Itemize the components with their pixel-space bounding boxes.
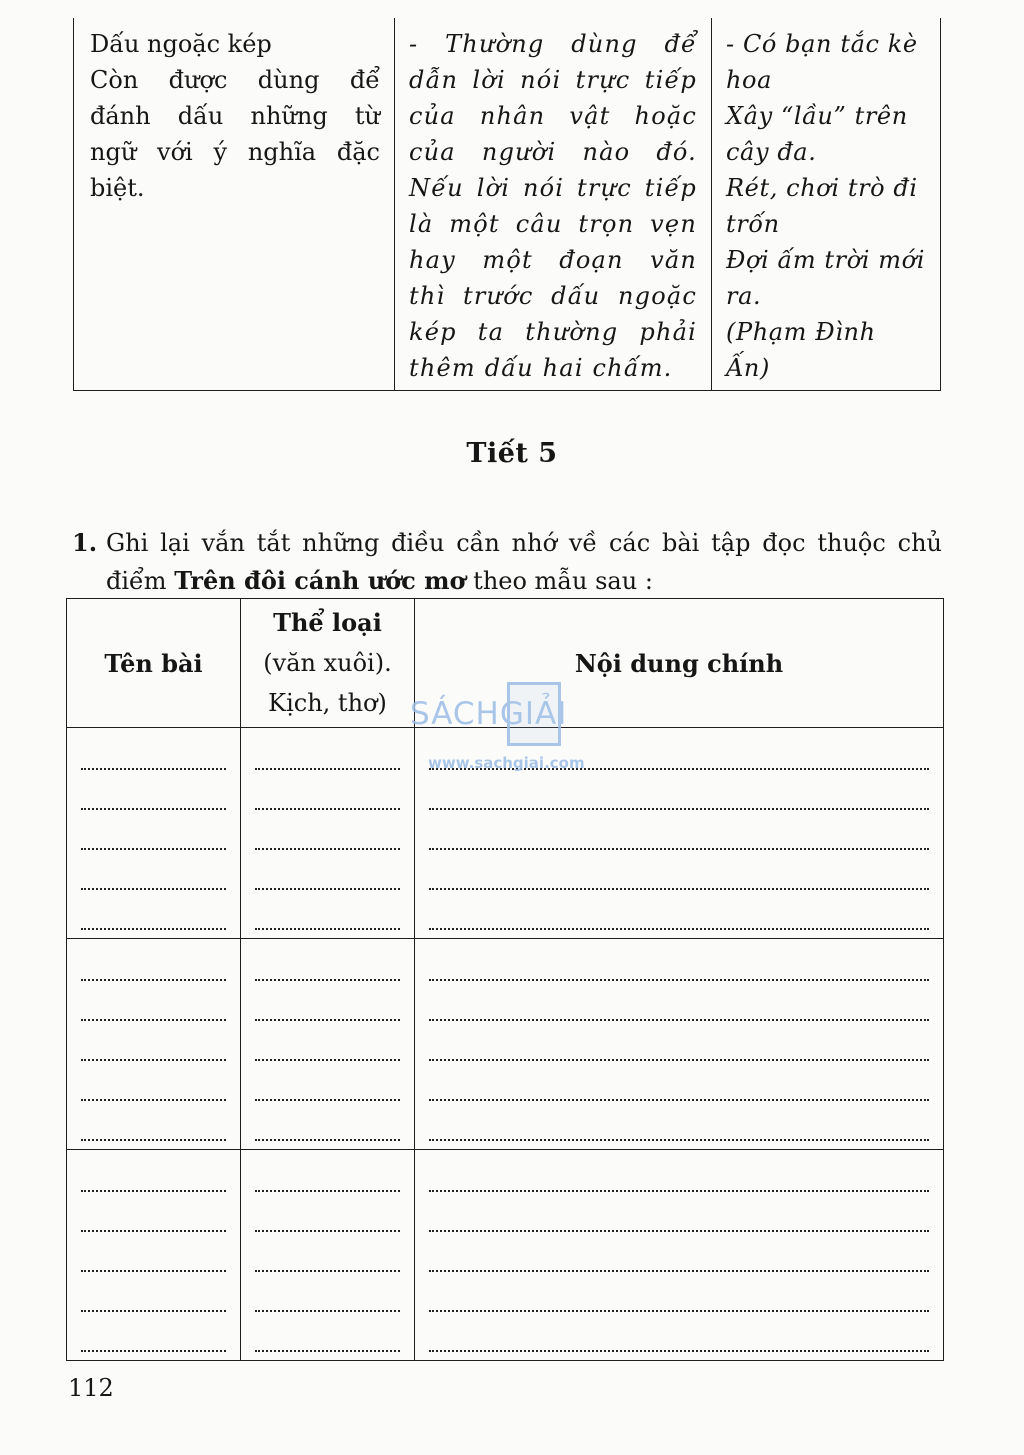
function-line: là một câu trọn vẹn [409, 210, 697, 238]
answer-cell[interactable] [415, 939, 944, 1150]
example-cell [712, 18, 941, 391]
section-title: Tiết 5 [466, 438, 558, 469]
function-line: thì trước dấu ngoặc [409, 282, 697, 310]
function-line: thêm dấu hai chấm. [409, 354, 673, 382]
punctuation-name-cell [74, 18, 395, 391]
function-line: của người nào đó. [409, 138, 697, 166]
page-number: 112 [68, 1374, 114, 1402]
exercise-text: theo mẫu sau : [465, 567, 653, 595]
watermark-url: www.sachgiai.com [428, 754, 585, 772]
function-line: kép ta thường phải [409, 318, 697, 346]
function-line: dẫn lời nói trực tiếp [409, 66, 697, 94]
header-content: Nội dung chính [415, 599, 944, 728]
function-cell [395, 18, 712, 391]
exercise-line-1: Ghi lại vắn tắt những điều cần nhớ về các bài tập đọc thuộc chủ [106, 529, 942, 557]
watermark-logo [410, 676, 620, 776]
function-line: của nhân vật hoặc [409, 102, 697, 130]
header-title: Tên bài [67, 599, 241, 728]
example-line: Đợi ấm trời mới ra. [726, 246, 925, 310]
exercise-line-2 [72, 562, 942, 600]
usage-line: biệt. [90, 174, 145, 202]
answer-cell[interactable] [241, 728, 415, 939]
example-line: Xây “lầu” trên cây đa. [726, 102, 908, 166]
usage-line: Còn được dùng để [90, 66, 380, 94]
exercise-number: 1. [72, 528, 98, 557]
function-line: Nếu lời nói trực tiếp [409, 174, 697, 202]
answer-cell[interactable] [67, 728, 241, 939]
answer-cell[interactable] [415, 1150, 944, 1361]
example-line: Rét, chơi trò đi trốn [726, 174, 918, 238]
function-line: hay một đoạn văn [409, 246, 697, 274]
answer-cell[interactable] [67, 939, 241, 1150]
answer-cell[interactable] [241, 939, 415, 1150]
table-row [74, 18, 941, 391]
answer-cell[interactable] [67, 1150, 241, 1361]
function-line: - Thường dùng để [409, 30, 697, 58]
example-author: (Phạm Đình Ấn) [726, 318, 876, 382]
punctuation-table [73, 18, 941, 391]
exercise-text: điểm [106, 567, 175, 595]
punctuation-name: Dấu ngoặc kép [90, 30, 272, 58]
table-row [67, 939, 944, 1150]
answer-cell[interactable] [241, 1150, 415, 1361]
example-line: - Có bạn tắc kè hoa [726, 30, 918, 94]
exercise-prompt [72, 524, 942, 600]
watermark-text: SÁCHGIẢI [410, 696, 568, 732]
header-genre: Thể loại (văn xuôi). Kịch, thơ) [241, 599, 415, 728]
table-row [67, 1150, 944, 1361]
usage-line: đánh dấu những từ [90, 102, 380, 130]
theme-name: Trên đôi cánh ước mơ [174, 566, 466, 595]
usage-line: ngữ với ý nghĩa đặc [90, 138, 380, 166]
